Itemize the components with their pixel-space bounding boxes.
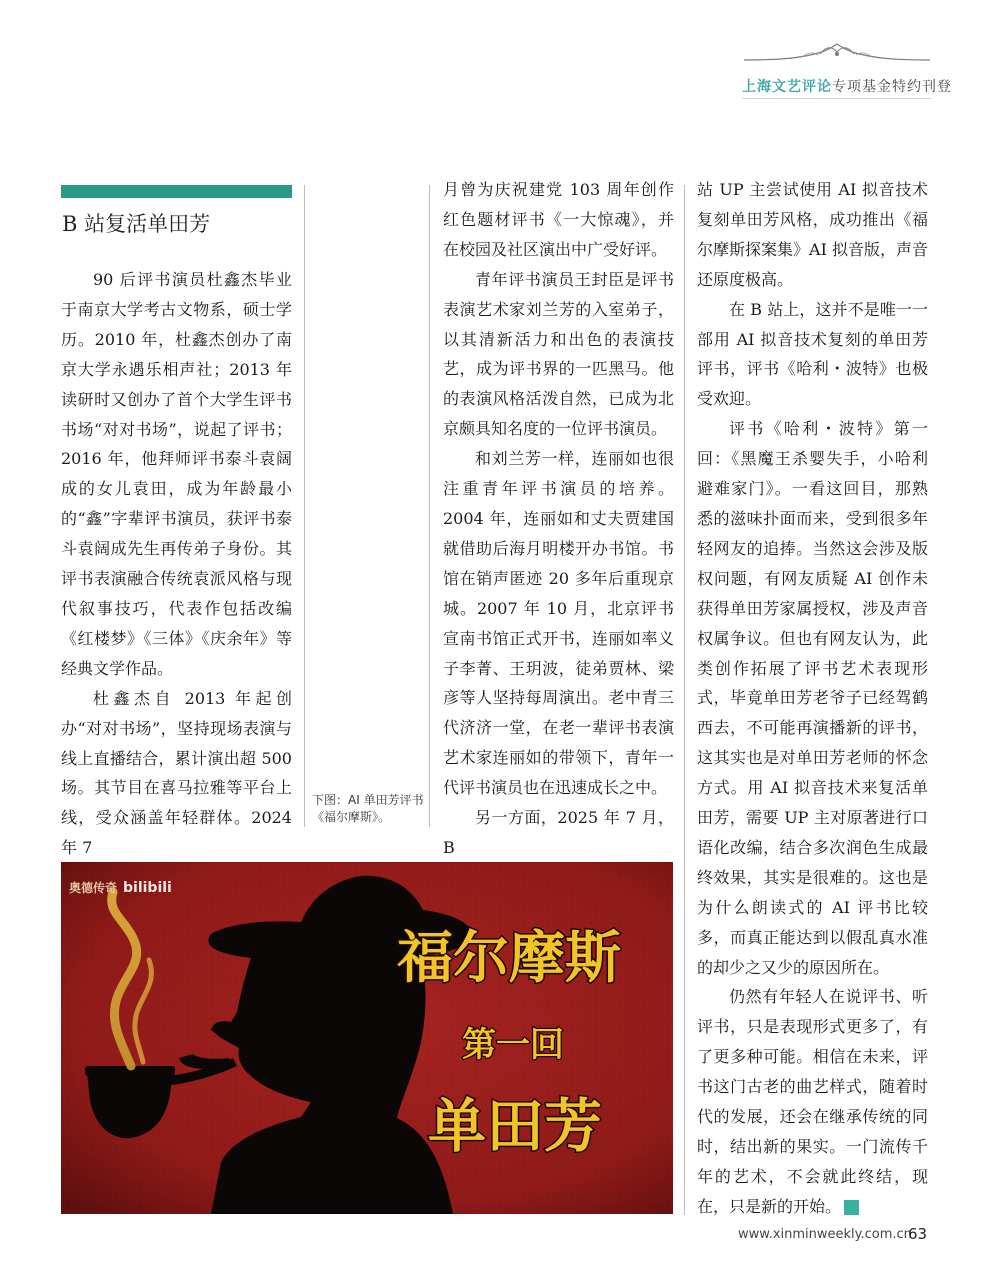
header-brand: 上海文艺评论 [742, 79, 832, 95]
paragraph: 杜鑫杰自 2013 年起创办“对对书场”，坚持现场表演与线上直播结合，累计演出超 500 场。其节目在喜马拉雅等平台上线，受众涵盖年轻群体。2024 年 7 [61, 688, 292, 858]
article-column-1 [61, 265, 292, 863]
paragraph: 另一方面，2025 年 7 月，B [443, 808, 674, 857]
column-divider [429, 185, 430, 827]
header-subtitle: 专项基金特约刊登 [832, 79, 952, 95]
column-divider [304, 185, 305, 827]
cover-narrator: 单田芳 [427, 1092, 603, 1160]
paragraph: 青年评书演员王封臣是评书表演艺术家刘兰芳的入室弟子，以其清新活力和出色的表演技艺，成为评书界的一匹黑马。他的表演风格活泼自然，已成为北京颇具知名度的一位评书演员。 [443, 269, 674, 439]
end-mark-icon: 民 [844, 1200, 859, 1215]
paragraph [697, 982, 928, 1221]
paragraph: 评书《哈利・波特》第一回：《黑魔王杀婴失手，小哈利避难家门》。一看这回目，那熟悉的滋味扑面而来，受到很多年轻网友的追捧。当然这会涉及版权问题，有网友质疑 AI 创作未获得单田芳家属授权，涉及声音权属争议。但也有网友认为，此类创作拓展了评书艺术表现形式，毕竟单田芳老爷子已经驾鹤西去，不可能再演播新的评书，这其实也是对单田芳老师的怀念方式。用 AI 拟音技术来复活单田芳，需要 UP 主对原著进行口语化改编，结合多次润色生成最终效果，其实是很难的。这也是为什么朗读式的 AI 评书比较多，而真正能达到以假乱真水准的却少之又少的原因所在。 [697, 419, 928, 977]
paragraph-text: 仍然有年轻人在说评书、听评书，只是表现形式更多了，有了更多种可能。相信在未来，评书这门古老的曲艺样式，随着时代的发展，还会在继承传统的同时，结出新的果实。一门流传千年的艺术，不会就此终结，现在，只是新的开始。 [697, 987, 928, 1216]
cover-logo-brand: bilibili [123, 880, 172, 896]
figure-caption: 下图：AI 单田芳评书《福尔摩斯》。 [312, 793, 424, 824]
cover-title: 福尔摩斯 [397, 925, 621, 991]
page-number: 63 [908, 1225, 928, 1243]
article-column-3 [697, 175, 928, 1222]
section-accent-bar [61, 185, 292, 198]
column-divider [684, 185, 685, 1215]
holmes-cover-image [61, 862, 673, 1214]
paragraph: 在 B 站上，这并不是唯一一部用 AI 拟音技术复刻的单田芳评书，评书《哈利・波特》也极受欢迎。 [697, 299, 928, 409]
article-column-2 [443, 175, 674, 863]
footer-url: www.xinminweekly.com.cn [738, 1227, 912, 1242]
paragraph: 月曾为庆祝建党 103 周年创作红色题材评书《一大惊魂》，并在校园及社区演出中广受好评。 [443, 180, 674, 259]
header-ornament-icon [742, 40, 932, 70]
header-divider [742, 98, 932, 99]
header-title [742, 76, 952, 96]
paragraph: 站 UP 主尝试使用 AI 拟音技术复刻单田芳风格，成功推出《福尔摩斯探案集》AI 拟音版，声音还原度极高。 [697, 180, 928, 289]
paragraph: 90 后评书演员杜鑫杰毕业于南京大学考古文物系，硕士学历。2010 年，杜鑫杰创办了南京大学永遇乐相声社；2013 年读研时又创办了首个大学生评书书场“对对书场”，说起了评书；2016 年，他拜师评书泰斗袁阔成的女儿袁田，成为年龄最小的“鑫”字辈评书演员，获评书泰斗袁阔成先生再传弟子身份。其评书表演融合传统袁派风格与现代叙事技巧，代表作包括改编《红楼梦》《三体》《庆余年》等经典文学作品。 [61, 270, 292, 678]
paragraph: 和刘兰芳一样，连丽如也很注重青年评书演员的培养。2004 年，连丽如和丈夫贾建国就借助后海月明楼开办书馆。书馆在销声匿迹 20 多年后重现京城。2007 年 10 月，北京评书宣南书馆正式开书，连丽如率义子李菁、王玥波，徒弟贾林、梁彦等人坚持每周演出。老中青三代济济一堂，在老一辈评书表演艺术家连丽如的带领下，青年一代评书演员也在迅速成长之中。 [443, 449, 674, 798]
cover-episode: 第一回 [462, 1025, 564, 1065]
cover-logo-text: 奥德传奇 [69, 881, 118, 895]
section-title: B 站复活单田芳 [62, 212, 211, 236]
